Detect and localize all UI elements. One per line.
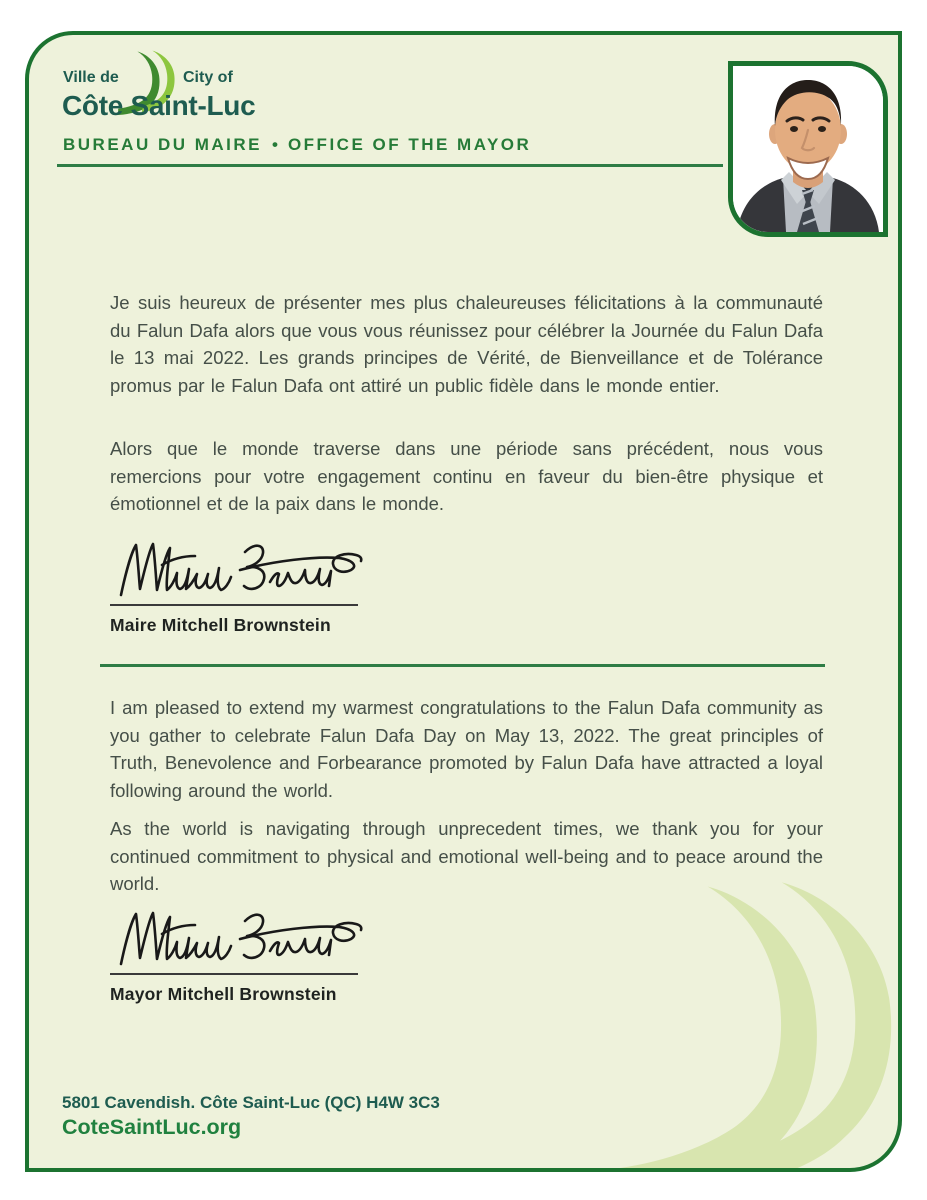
mayor-photo — [728, 61, 888, 237]
mayor-portrait-illustration — [733, 66, 883, 232]
section-divider — [100, 664, 825, 667]
mayor-signature — [110, 540, 368, 602]
department-title-fr: BUREAU DU MAIRE — [63, 135, 262, 154]
signature-block-english — [110, 909, 400, 1005]
signature-label-english: Mayor Mitchell Brownstein — [110, 983, 337, 1004]
signature-block-french — [110, 540, 400, 636]
footer-address: 5801 Cavendish. Côte Saint-Luc (QC) H4W 3C3 — [62, 1093, 440, 1112]
watermark-leaf-icon — [604, 872, 902, 1172]
english-paragraph-1: I am pleased to extend my warmest congratulations to the Falun Dafa community as you gather to celebrate Falun Dafa Day on May 13, 2022. The great principles of Truth, Benevolence and Forbearance promoted by Falun Dafa have attracted a loyal following around the world. — [110, 697, 823, 801]
brand-city-of: City of — [183, 69, 233, 86]
department-title-en: OFFICE OF THE MAYOR — [287, 135, 532, 154]
signature-label-french: Maire Mitchell Brownstein — [110, 614, 331, 635]
department-title — [63, 135, 531, 155]
mayor-signature — [110, 909, 368, 971]
signature-rule — [110, 973, 358, 975]
header-rule — [57, 164, 723, 167]
brand-ville-de: Ville de — [63, 69, 119, 86]
department-bullet: • — [272, 135, 278, 154]
letter-frame — [25, 31, 902, 1172]
french-paragraph-1: Je suis heureux de présenter mes plus chaleureuses félicitations à la communauté du Falun Dafa alors que vous vous réunissez pour célébrer la Journée du Falun Dafa le 13 mai 2022. Les grands principes de Vérité, de Bienveillance et de Tolérance promus par le Falun Dafa ont attiré un public fidèle dans le monde entier. — [110, 292, 823, 396]
footer-website: CoteSaintLuc.org — [62, 1115, 242, 1139]
signature-rule — [110, 604, 358, 606]
french-paragraph-2: Alors que le monde traverse dans une période sans précédent, nous vous remercions pour votre engagement continu en faveur du bien-être physique et émotionnel et de la paix dans le monde. — [110, 438, 823, 515]
city-wordmark: Côte Saint-Luc — [62, 90, 256, 121]
english-paragraph-2: As the world is navigating through unprecedent times, we thank you for your continued commitment to physical and emotional well-being and to peace around the world. — [110, 818, 823, 895]
